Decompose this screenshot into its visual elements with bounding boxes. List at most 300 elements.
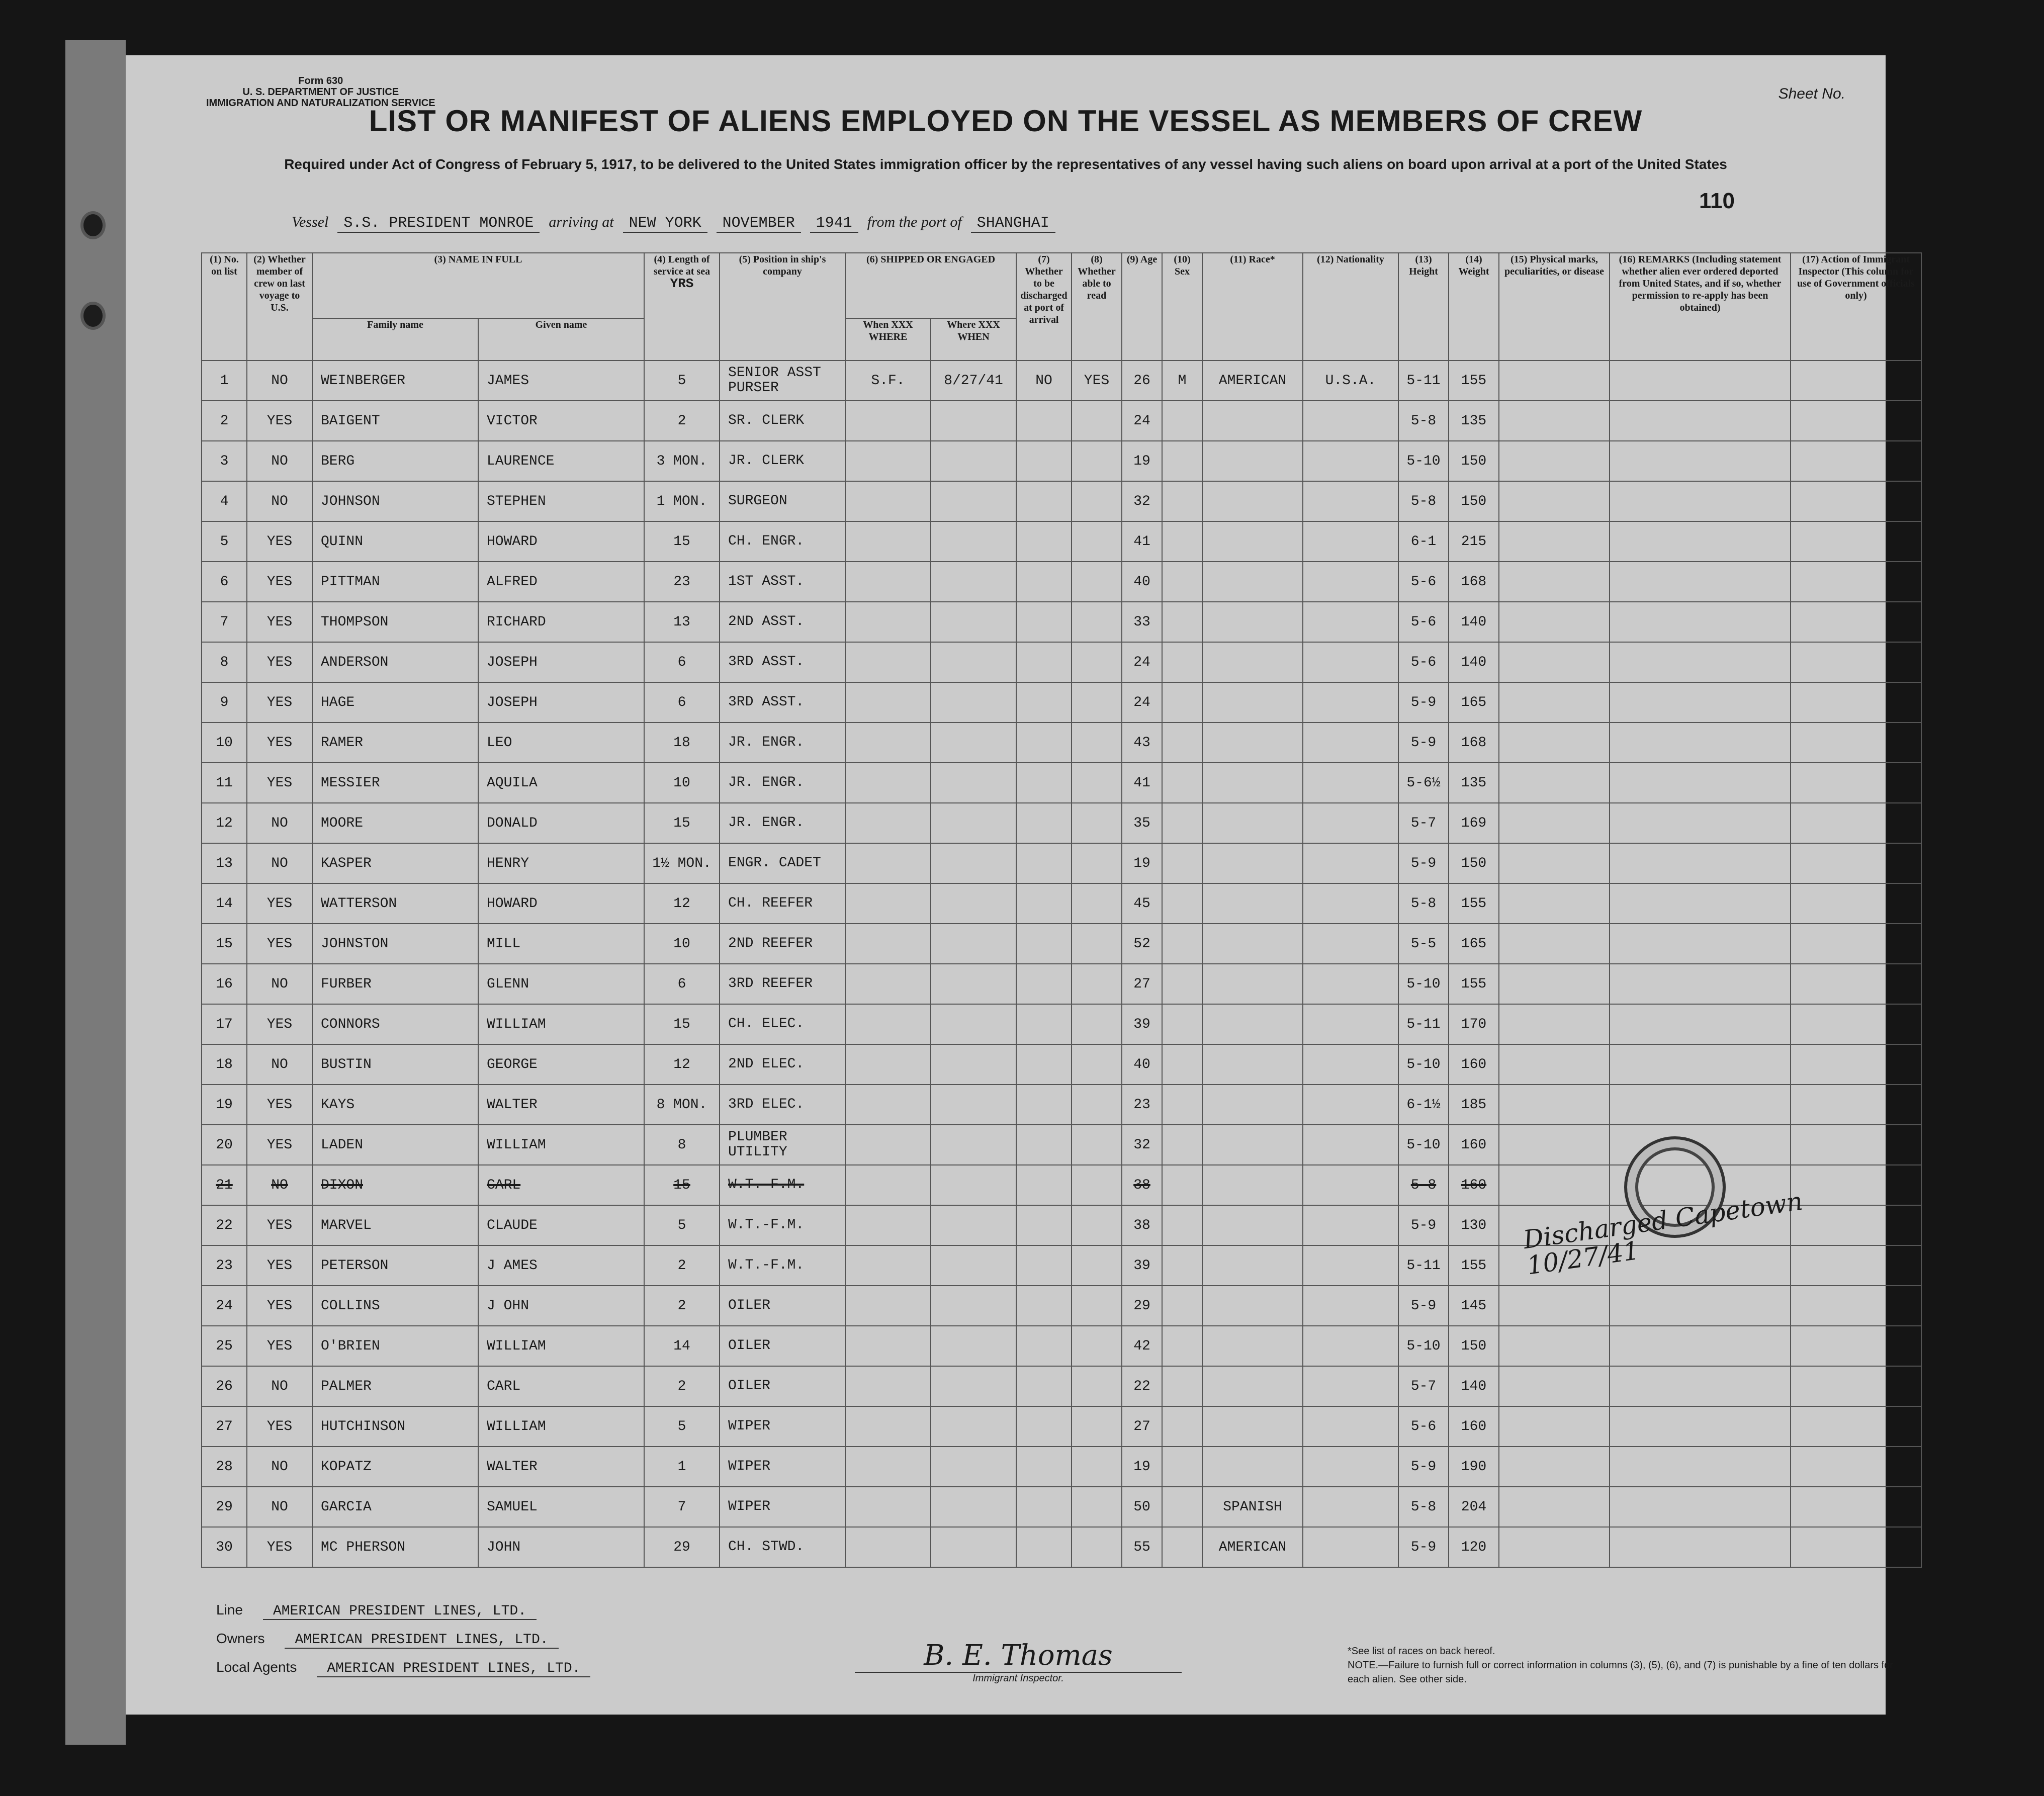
nationality-cell xyxy=(1303,964,1398,1004)
shipped-where-cell xyxy=(845,441,931,481)
position-cell: 3RD ASST. xyxy=(720,682,845,723)
col-no-header: (1) No. on list xyxy=(202,253,247,361)
col-family-name-header: Family name xyxy=(312,318,478,361)
discharged-cell xyxy=(1016,883,1072,924)
family-name-cell: QUINN xyxy=(312,521,478,562)
nationality-cell xyxy=(1303,1286,1398,1326)
height-cell: 5-8 xyxy=(1398,481,1449,521)
remarks-cell xyxy=(1610,401,1791,441)
height-cell: 5-8 xyxy=(1398,1487,1449,1527)
sex-cell xyxy=(1162,562,1202,602)
inspector-cell xyxy=(1791,1286,1921,1326)
col-nationality-header: (12) Nationality xyxy=(1303,253,1398,361)
remarks-cell xyxy=(1610,1044,1791,1085)
race-cell xyxy=(1202,562,1303,602)
height-cell: 5-9 xyxy=(1398,723,1449,763)
shipped-where-cell xyxy=(845,723,931,763)
row-number-cell: 11 xyxy=(202,763,247,803)
inspector-cell xyxy=(1791,1406,1921,1447)
family-name-cell: DIXON xyxy=(312,1165,478,1205)
family-name-cell: HUTCHINSON xyxy=(312,1406,478,1447)
nationality-cell xyxy=(1303,1326,1398,1366)
given-name-cell: WILLIAM xyxy=(478,1125,644,1165)
weight-cell: 150 xyxy=(1449,843,1499,883)
nationality-cell xyxy=(1303,1044,1398,1085)
family-name-cell: WATTERSON xyxy=(312,883,478,924)
physical-cell xyxy=(1499,1366,1610,1406)
remarks-cell xyxy=(1610,1326,1791,1366)
family-name-cell: WEINBERGER xyxy=(312,361,478,401)
inspector-cell xyxy=(1791,1487,1921,1527)
age-cell: 55 xyxy=(1122,1527,1162,1567)
given-name-cell: CARL xyxy=(478,1366,644,1406)
row-number-cell: 5 xyxy=(202,521,247,562)
shipped-where-cell xyxy=(845,843,931,883)
shipped-where-cell xyxy=(845,1205,931,1245)
row-number-cell: 22 xyxy=(202,1205,247,1245)
sex-cell xyxy=(1162,1165,1202,1205)
prev-voyage-cell: YES xyxy=(247,1406,312,1447)
shipped-where-cell xyxy=(845,883,931,924)
arriving-label: arriving at xyxy=(549,214,614,230)
remarks-cell xyxy=(1610,763,1791,803)
inspector-cell xyxy=(1791,481,1921,521)
given-name-cell: RICHARD xyxy=(478,602,644,642)
table-row xyxy=(202,1487,1921,1527)
shipped-when-cell xyxy=(931,1245,1016,1286)
weight-cell: 155 xyxy=(1449,964,1499,1004)
given-name-cell: J AMES xyxy=(478,1245,644,1286)
col-shipped-where-header: Where XXX WHEN xyxy=(931,318,1016,361)
discharged-cell xyxy=(1016,602,1072,642)
weight-cell: 130 xyxy=(1449,1205,1499,1245)
physical-cell xyxy=(1499,924,1610,964)
family-name-cell: BUSTIN xyxy=(312,1044,478,1085)
prev-voyage-cell: NO xyxy=(247,1447,312,1487)
shipped-when-cell xyxy=(931,924,1016,964)
weight-cell: 150 xyxy=(1449,441,1499,481)
row-number-cell: 2 xyxy=(202,401,247,441)
shipped-when-cell xyxy=(931,964,1016,1004)
table-row xyxy=(202,924,1921,964)
table-row xyxy=(202,1366,1921,1406)
sex-cell xyxy=(1162,602,1202,642)
discharged-cell xyxy=(1016,1366,1072,1406)
sex-cell xyxy=(1162,1487,1202,1527)
shipped-when-cell xyxy=(931,1004,1016,1044)
service-length-cell: 29 xyxy=(644,1527,720,1567)
nationality-cell xyxy=(1303,562,1398,602)
nationality-cell xyxy=(1303,1245,1398,1286)
col-height-header: (13) Height xyxy=(1398,253,1449,361)
given-name-cell: HOWARD xyxy=(478,521,644,562)
able-to-read-cell xyxy=(1072,1487,1122,1527)
physical-cell xyxy=(1499,763,1610,803)
nationality-cell xyxy=(1303,441,1398,481)
shipped-where-cell xyxy=(845,1326,931,1366)
crew-table xyxy=(201,252,1922,1568)
able-to-read-cell xyxy=(1072,1326,1122,1366)
col-race-header: (11) Race* xyxy=(1202,253,1303,361)
shipped-when-cell xyxy=(931,1044,1016,1085)
physical-cell xyxy=(1499,361,1610,401)
shipped-when-cell xyxy=(931,1527,1016,1567)
sex-cell xyxy=(1162,803,1202,843)
given-name-cell: CLAUDE xyxy=(478,1205,644,1245)
weight-cell: 169 xyxy=(1449,803,1499,843)
age-cell: 52 xyxy=(1122,924,1162,964)
age-cell: 43 xyxy=(1122,723,1162,763)
service-length-cell: 10 xyxy=(644,763,720,803)
able-to-read-cell xyxy=(1072,1527,1122,1567)
weight-cell: 160 xyxy=(1449,1165,1499,1205)
race-cell xyxy=(1202,1004,1303,1044)
service-length-cell: 15 xyxy=(644,803,720,843)
table-row xyxy=(202,642,1921,682)
race-cell xyxy=(1202,481,1303,521)
able-to-read-cell xyxy=(1072,441,1122,481)
row-number-cell: 20 xyxy=(202,1125,247,1165)
line-value: AMERICAN PRESIDENT LINES, LTD. xyxy=(263,1603,537,1620)
height-cell: 5-9 xyxy=(1398,1527,1449,1567)
position-cell: CH. ENGR. xyxy=(720,521,845,562)
shipped-where-cell xyxy=(845,682,931,723)
remarks-cell xyxy=(1610,1487,1791,1527)
prev-voyage-cell: YES xyxy=(247,1004,312,1044)
table-row xyxy=(202,1085,1921,1125)
prev-voyage-cell: YES xyxy=(247,1286,312,1326)
row-number-cell: 9 xyxy=(202,682,247,723)
able-to-read-cell xyxy=(1072,1447,1122,1487)
able-to-read-cell xyxy=(1072,1125,1122,1165)
position-cell: 3RD REEFER xyxy=(720,964,845,1004)
physical-cell xyxy=(1499,723,1610,763)
given-name-cell: WALTER xyxy=(478,1447,644,1487)
age-cell: 41 xyxy=(1122,521,1162,562)
given-name-cell: WILLIAM xyxy=(478,1326,644,1366)
sex-cell xyxy=(1162,1286,1202,1326)
age-cell: 32 xyxy=(1122,1125,1162,1165)
inspector-cell xyxy=(1791,441,1921,481)
position-cell: SENIOR ASST PURSER xyxy=(720,361,845,401)
inspector-cell xyxy=(1791,1366,1921,1406)
sex-cell xyxy=(1162,1205,1202,1245)
prev-voyage-cell: YES xyxy=(247,1245,312,1286)
age-cell: 24 xyxy=(1122,642,1162,682)
able-to-read-cell xyxy=(1072,481,1122,521)
race-cell xyxy=(1202,441,1303,481)
sex-cell xyxy=(1162,1125,1202,1165)
col-physical-header: (15) Physical marks, peculiarities, or disease xyxy=(1499,253,1610,361)
position-cell: WIPER xyxy=(720,1406,845,1447)
inspector-cell xyxy=(1791,843,1921,883)
prev-voyage-cell: YES xyxy=(247,602,312,642)
race-cell xyxy=(1202,1044,1303,1085)
race-cell xyxy=(1202,883,1303,924)
col-position-header: (5) Position in ship's company xyxy=(720,253,845,361)
nationality-cell xyxy=(1303,723,1398,763)
family-name-cell: ANDERSON xyxy=(312,642,478,682)
position-cell: W.T.-F.M. xyxy=(720,1205,845,1245)
remarks-cell xyxy=(1610,803,1791,843)
service-length-cell: 15 xyxy=(644,521,720,562)
nationality-cell xyxy=(1303,843,1398,883)
row-number-cell: 4 xyxy=(202,481,247,521)
able-to-read-cell xyxy=(1072,521,1122,562)
height-cell: 5-6 xyxy=(1398,562,1449,602)
service-length-cell: 2 xyxy=(644,1245,720,1286)
position-cell: W.T.-F.M. xyxy=(720,1245,845,1286)
nationality-cell xyxy=(1303,602,1398,642)
race-cell xyxy=(1202,521,1303,562)
given-name-cell: MILL xyxy=(478,924,644,964)
service-length-cell: 2 xyxy=(644,401,720,441)
sex-cell xyxy=(1162,1004,1202,1044)
family-name-cell: BERG xyxy=(312,441,478,481)
shipped-where-cell xyxy=(845,481,931,521)
service-length-cell: 8 xyxy=(644,1125,720,1165)
inspector-cell xyxy=(1791,964,1921,1004)
prev-voyage-cell: YES xyxy=(247,924,312,964)
remarks-cell xyxy=(1610,361,1791,401)
family-name-cell: PITTMAN xyxy=(312,562,478,602)
shipped-where-cell xyxy=(845,763,931,803)
physical-cell xyxy=(1499,843,1610,883)
position-cell: OILER xyxy=(720,1366,845,1406)
height-cell: 5-11 xyxy=(1398,1245,1449,1286)
row-number-cell: 8 xyxy=(202,642,247,682)
row-number-cell: 25 xyxy=(202,1326,247,1366)
table-row xyxy=(202,843,1921,883)
age-cell: 24 xyxy=(1122,401,1162,441)
nationality-cell xyxy=(1303,401,1398,441)
physical-cell xyxy=(1499,481,1610,521)
col-age-header: (9) Age xyxy=(1122,253,1162,361)
table-row xyxy=(202,441,1921,481)
sheet-number-label: Sheet No. xyxy=(1778,85,1845,102)
shipped-when-cell xyxy=(931,883,1016,924)
age-cell: 27 xyxy=(1122,1406,1162,1447)
race-cell xyxy=(1202,1205,1303,1245)
physical-cell xyxy=(1499,1447,1610,1487)
remarks-cell xyxy=(1610,521,1791,562)
col-shipped-when-header: When XXX WHERE xyxy=(845,318,931,361)
position-cell: JR. ENGR. xyxy=(720,763,845,803)
given-name-cell: VICTOR xyxy=(478,401,644,441)
prev-voyage-cell: NO xyxy=(247,964,312,1004)
owners-row: Owners AMERICAN PRESIDENT LINES, LTD. xyxy=(216,1625,590,1654)
age-cell: 39 xyxy=(1122,1245,1162,1286)
height-cell: 5-9 xyxy=(1398,1286,1449,1326)
position-cell: WIPER xyxy=(720,1487,845,1527)
arrival-year: 1941 xyxy=(810,215,858,233)
age-cell: 38 xyxy=(1122,1165,1162,1205)
height-cell: 5-8 xyxy=(1398,1165,1449,1205)
inspector-cell xyxy=(1791,803,1921,843)
binder-hole xyxy=(80,211,106,239)
height-cell: 5-6½ xyxy=(1398,763,1449,803)
age-cell: 41 xyxy=(1122,763,1162,803)
col-given-name-header: Given name xyxy=(478,318,644,361)
row-number-cell: 23 xyxy=(202,1245,247,1286)
prev-voyage-cell: NO xyxy=(247,481,312,521)
discharged-cell xyxy=(1016,682,1072,723)
able-to-read-cell xyxy=(1072,1366,1122,1406)
given-name-cell: JAMES xyxy=(478,361,644,401)
shipped-when-cell xyxy=(931,1487,1016,1527)
shipped-where-cell xyxy=(845,1406,931,1447)
shipped-when-cell xyxy=(931,441,1016,481)
position-cell: JR. ENGR. xyxy=(720,803,845,843)
weight-cell: 120 xyxy=(1449,1527,1499,1567)
race-cell xyxy=(1202,1447,1303,1487)
height-cell: 5-9 xyxy=(1398,682,1449,723)
document-subtitle: Required under Act of Congress of February 5, 1917, to be delivered to the United States immigration officer by the representatives of any vessel having such aliens on board upon arrival at a port of the United States xyxy=(284,156,1727,172)
discharged-cell xyxy=(1016,1326,1072,1366)
table-row xyxy=(202,481,1921,521)
family-name-cell: O'BRIEN xyxy=(312,1326,478,1366)
age-cell: 22 xyxy=(1122,1366,1162,1406)
weight-cell: 168 xyxy=(1449,723,1499,763)
nationality-cell xyxy=(1303,803,1398,843)
physical-cell xyxy=(1499,1044,1610,1085)
table-row xyxy=(202,602,1921,642)
inspector-cell xyxy=(1791,401,1921,441)
position-cell: CH. STWD. xyxy=(720,1527,845,1567)
shipped-when-cell xyxy=(931,481,1016,521)
discharged-cell xyxy=(1016,1527,1072,1567)
row-number-cell: 16 xyxy=(202,964,247,1004)
physical-cell xyxy=(1499,682,1610,723)
age-cell: 45 xyxy=(1122,883,1162,924)
nationality-cell xyxy=(1303,1487,1398,1527)
sex-cell xyxy=(1162,843,1202,883)
shipped-where-cell xyxy=(845,1447,931,1487)
family-name-cell: LADEN xyxy=(312,1125,478,1165)
row-number-cell: 21 xyxy=(202,1165,247,1205)
shipped-when-cell xyxy=(931,1326,1016,1366)
shipped-where-cell xyxy=(845,1527,931,1567)
remarks-cell xyxy=(1610,1527,1791,1567)
discharged-cell xyxy=(1016,1165,1072,1205)
table-row xyxy=(202,964,1921,1004)
weight-cell: 140 xyxy=(1449,1366,1499,1406)
discharged-cell xyxy=(1016,1004,1072,1044)
physical-cell xyxy=(1499,1326,1610,1366)
height-cell: 5-9 xyxy=(1398,1205,1449,1245)
age-cell: 19 xyxy=(1122,1447,1162,1487)
sex-cell xyxy=(1162,1326,1202,1366)
able-to-read-cell xyxy=(1072,602,1122,642)
inspector-cell xyxy=(1791,1004,1921,1044)
discharged-cell xyxy=(1016,964,1072,1004)
family-name-cell: GARCIA xyxy=(312,1487,478,1527)
remarks-cell xyxy=(1610,1366,1791,1406)
prev-voyage-cell: YES xyxy=(247,723,312,763)
nationality-cell xyxy=(1303,521,1398,562)
nationality-cell xyxy=(1303,1085,1398,1125)
inspector-cell xyxy=(1791,883,1921,924)
race-cell xyxy=(1202,1245,1303,1286)
nationality-cell xyxy=(1303,763,1398,803)
prev-voyage-cell: NO xyxy=(247,361,312,401)
service-length-cell: 3 MON. xyxy=(644,441,720,481)
weight-cell: 185 xyxy=(1449,1085,1499,1125)
discharged-cell xyxy=(1016,1125,1072,1165)
position-cell: JR. ENGR. xyxy=(720,723,845,763)
remarks-cell xyxy=(1610,1406,1791,1447)
row-number-cell: 30 xyxy=(202,1527,247,1567)
able-to-read-cell xyxy=(1072,1245,1122,1286)
service-length-cell: 2 xyxy=(644,1286,720,1326)
inspector-cell xyxy=(1791,361,1921,401)
position-cell: 3RD ASST. xyxy=(720,642,845,682)
weight-cell: 155 xyxy=(1449,883,1499,924)
race-cell xyxy=(1202,723,1303,763)
weight-cell: 170 xyxy=(1449,1004,1499,1044)
row-number-cell: 29 xyxy=(202,1487,247,1527)
discharged-cell xyxy=(1016,642,1072,682)
shipped-where-cell xyxy=(845,1085,931,1125)
weight-cell: 150 xyxy=(1449,1326,1499,1366)
able-to-read-cell xyxy=(1072,1044,1122,1085)
age-cell: 24 xyxy=(1122,682,1162,723)
given-name-cell: GLENN xyxy=(478,964,644,1004)
age-cell: 27 xyxy=(1122,964,1162,1004)
vessel-label: Vessel xyxy=(292,214,329,230)
height-cell: 5-11 xyxy=(1398,1004,1449,1044)
able-to-read-cell xyxy=(1072,763,1122,803)
shipped-where-cell xyxy=(845,1245,931,1286)
height-cell: 5-7 xyxy=(1398,1366,1449,1406)
prev-voyage-cell: YES xyxy=(247,1326,312,1366)
given-name-cell: J OHN xyxy=(478,1286,644,1326)
inspector-cell xyxy=(1791,642,1921,682)
height-cell: 6-1½ xyxy=(1398,1085,1449,1125)
nationality-cell xyxy=(1303,924,1398,964)
weight-cell: 140 xyxy=(1449,602,1499,642)
row-number-cell: 1 xyxy=(202,361,247,401)
physical-cell xyxy=(1499,401,1610,441)
prev-voyage-cell: NO xyxy=(247,843,312,883)
position-cell: CH. ELEC. xyxy=(720,1004,845,1044)
discharged-cell xyxy=(1016,401,1072,441)
weight-cell: 165 xyxy=(1449,924,1499,964)
document-title: LIST OR MANIFEST OF ALIENS EMPLOYED ON THE VESSEL AS MEMBERS OF CREW xyxy=(369,104,1643,138)
family-name-cell: MESSIER xyxy=(312,763,478,803)
able-to-read-cell xyxy=(1072,883,1122,924)
weight-cell: 155 xyxy=(1449,1245,1499,1286)
shipped-where-cell xyxy=(845,521,931,562)
table-row xyxy=(202,521,1921,562)
agents-row: Local Agents AMERICAN PRESIDENT LINES, LTD. xyxy=(216,1654,590,1682)
service-length-cell: 5 xyxy=(644,1205,720,1245)
vessel-name: S.S. PRESIDENT MONROE xyxy=(337,215,540,233)
discharged-cell xyxy=(1016,924,1072,964)
shipped-when-cell: 8/27/41 xyxy=(931,361,1016,401)
prev-voyage-cell: YES xyxy=(247,562,312,602)
able-to-read-cell xyxy=(1072,1205,1122,1245)
family-name-cell: COLLINS xyxy=(312,1286,478,1326)
age-cell: 29 xyxy=(1122,1286,1162,1326)
family-name-cell: PETERSON xyxy=(312,1245,478,1286)
remarks-cell xyxy=(1610,964,1791,1004)
remarks-cell xyxy=(1610,682,1791,723)
weight-cell: 168 xyxy=(1449,562,1499,602)
race-cell xyxy=(1202,1406,1303,1447)
shipped-where-cell xyxy=(845,964,931,1004)
shipped-when-cell xyxy=(931,1085,1016,1125)
